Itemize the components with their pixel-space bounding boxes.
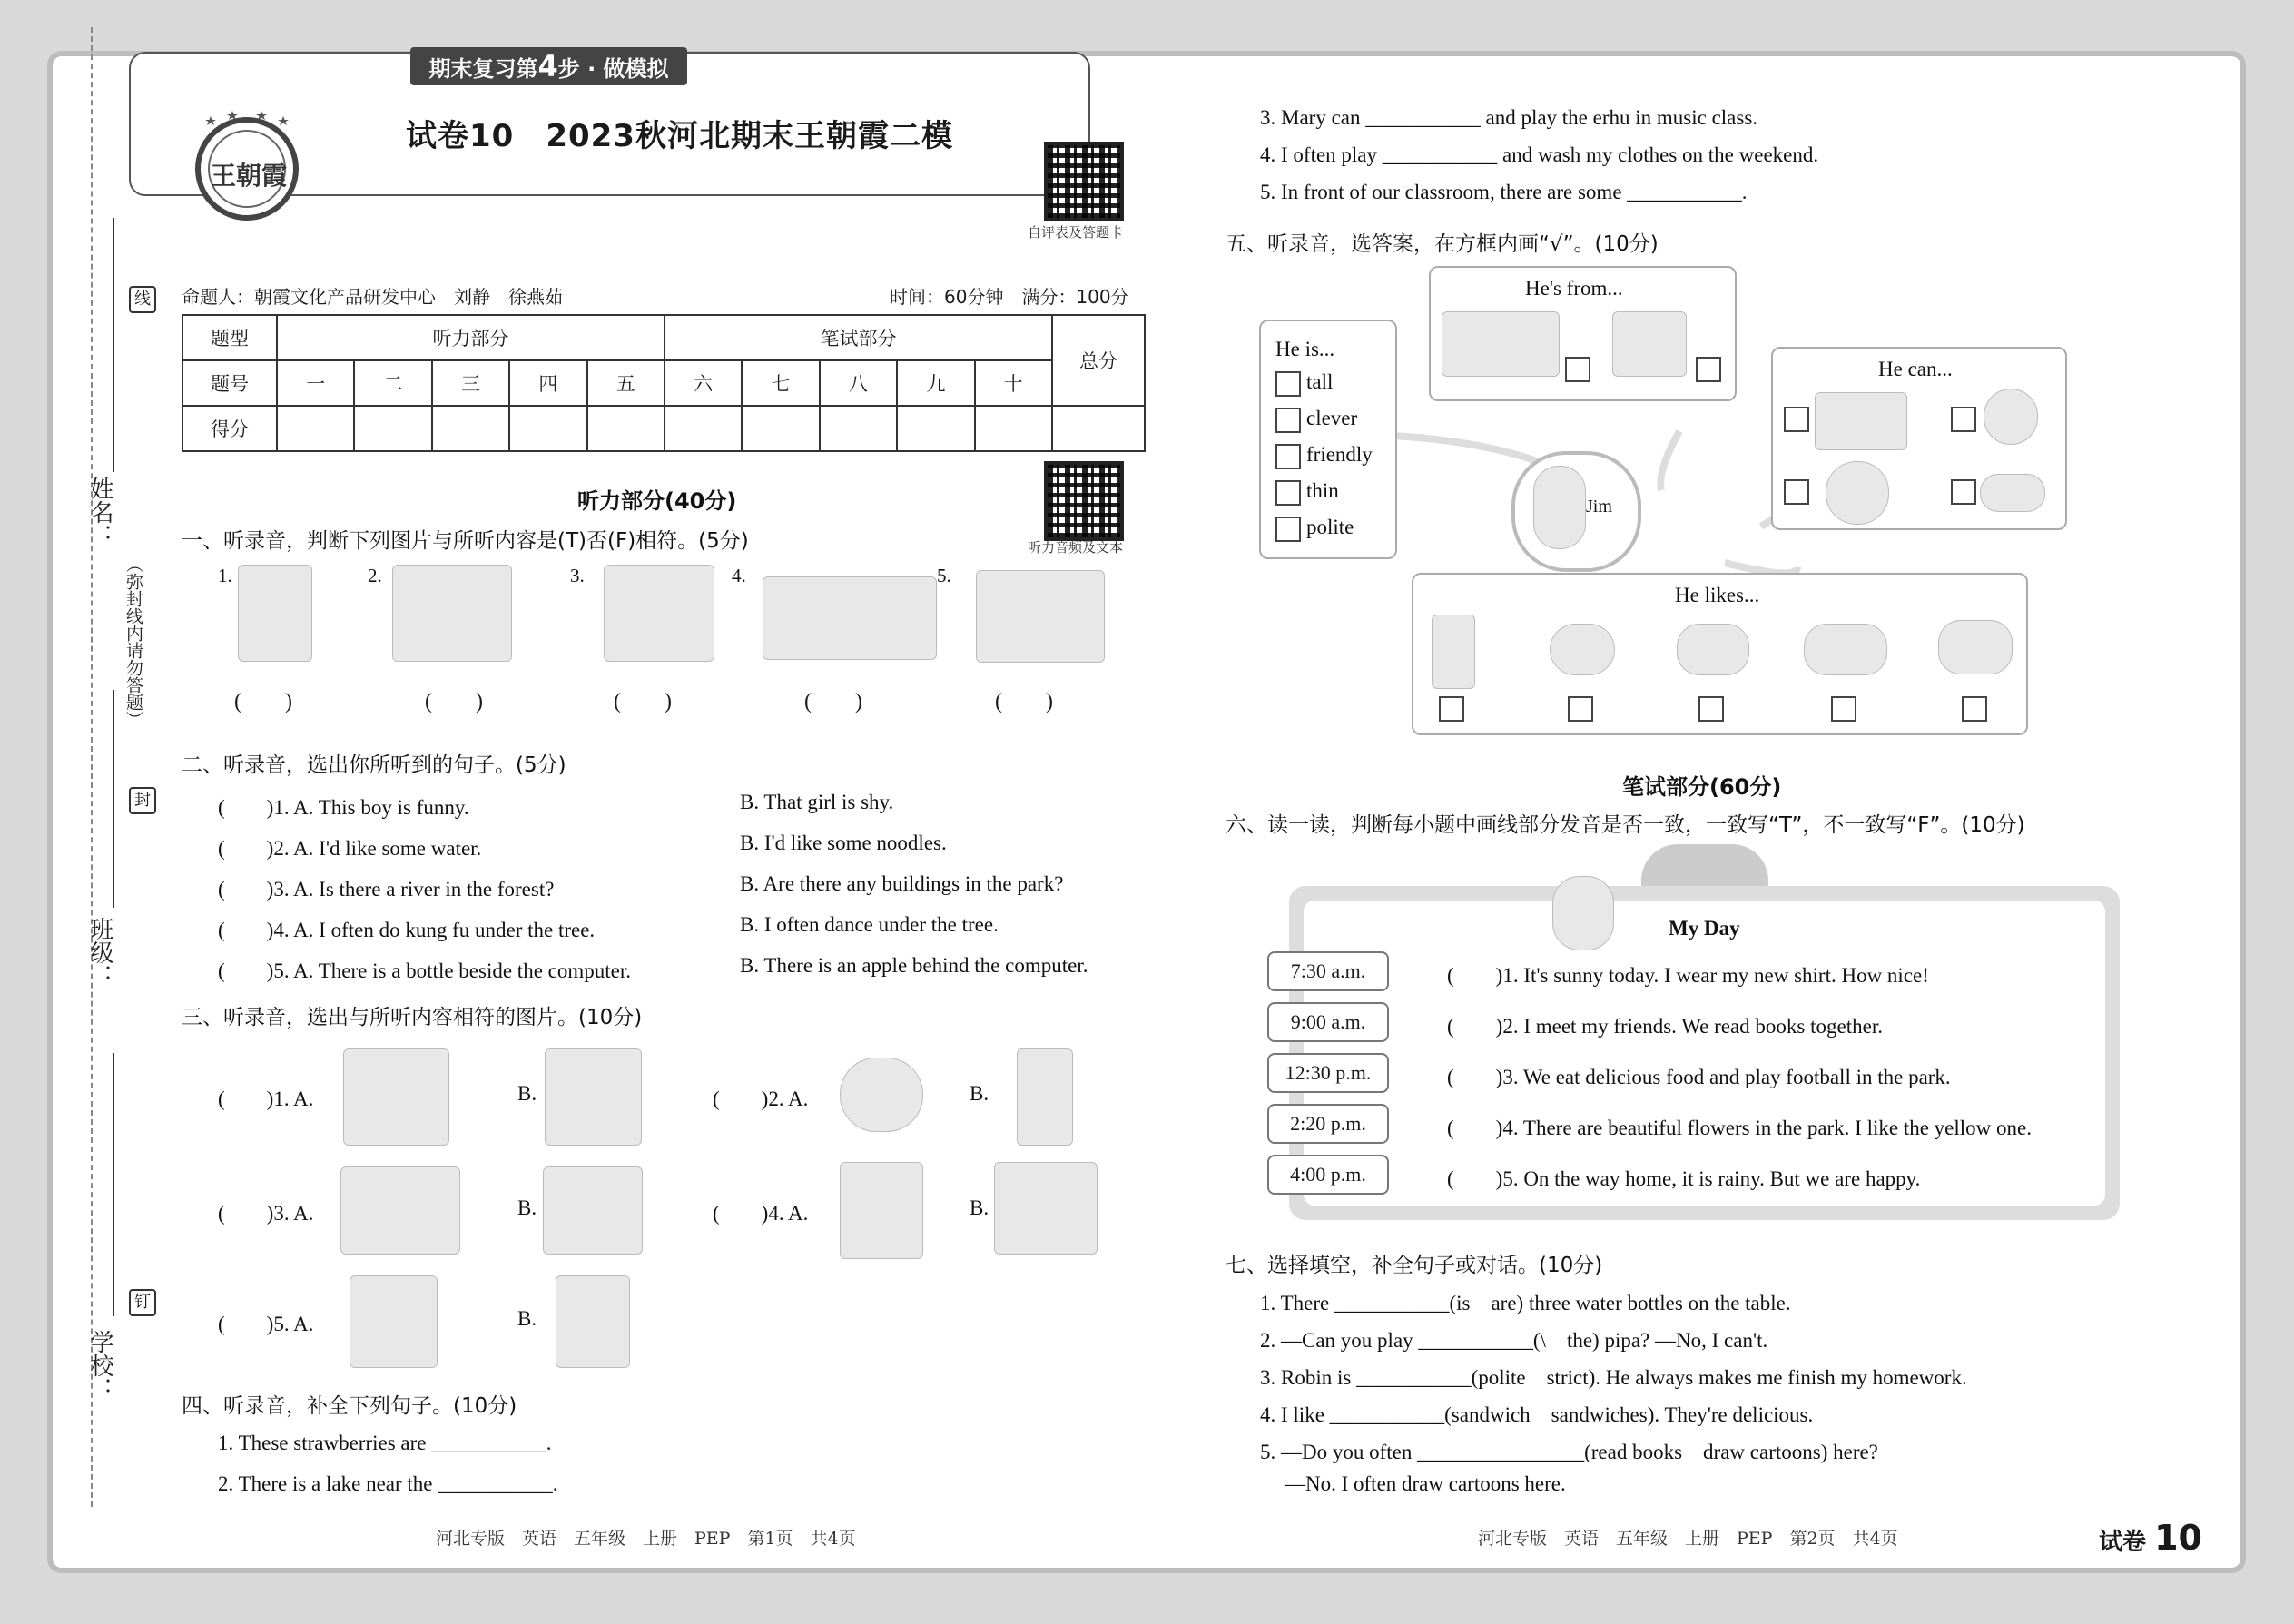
he-likes-card [1412, 573, 2028, 735]
s1-num: 5. [937, 565, 951, 586]
he-can-label: He can... [1878, 358, 1953, 380]
s6-sentence: ( )3. We eat delicious food and play football in the park. [1447, 1066, 1951, 1088]
qr-code-audio[interactable] [1044, 461, 1124, 541]
picture-city-tower [1612, 311, 1687, 377]
section1-title: 一、听录音，判断下列图片与所听内容是(T)否(F)相符。(5分) [182, 529, 749, 553]
score-input[interactable] [975, 406, 1052, 451]
time-box: 9:00 a.m. [1267, 1002, 1389, 1042]
s3-label: ( )1. A. [218, 1088, 314, 1110]
trait-option[interactable] [1275, 479, 1339, 506]
s1-num: 2. [368, 565, 382, 586]
paper-tag [2099, 1518, 2202, 1558]
s1-num: 1. [218, 565, 232, 586]
s2-option-b: B. There is an apple behind the computer. [740, 954, 1088, 977]
score-input[interactable] [742, 406, 819, 451]
score-input[interactable] [820, 406, 897, 451]
s7-line: 2. —Can you play ___________(\ the) pipa? —No, I can't. [1260, 1329, 1768, 1352]
s6-sentence: ( )4. There are beautiful flowers in the park. I like the yellow one. [1447, 1117, 2032, 1139]
trait-option[interactable] [1275, 443, 1373, 469]
table-cell-number: 三 [432, 360, 509, 406]
picture-basketball [1826, 461, 1889, 525]
score-input[interactable] [509, 406, 586, 451]
picture-noodles [1550, 624, 1615, 675]
checkbox[interactable] [1951, 479, 1976, 505]
clipboard-clip [1641, 844, 1768, 890]
he-is-card [1259, 320, 1397, 559]
picture-option [343, 1048, 449, 1146]
my-day-card [1304, 901, 2105, 1206]
table-cell-writing: 笔试部分 [665, 315, 1052, 360]
checkbox[interactable] [1831, 696, 1856, 722]
s3-label: B. [970, 1196, 989, 1219]
table-cell-number: 九 [897, 360, 974, 406]
s2-option-a: ( )1. A. This boy is funny. [218, 796, 469, 819]
time-box: 7:30 a.m. [1267, 951, 1389, 991]
answer-paren[interactable]: ( ) [234, 690, 292, 714]
s2-option-a: ( )2. A. I'd like some water. [218, 837, 482, 860]
s3-label: ( )2. A. [713, 1088, 809, 1110]
picture-ice-cream [1017, 1048, 1073, 1146]
picture-cake [1938, 620, 2013, 674]
picture-fish [1677, 624, 1749, 675]
time-line: 时间：60分钟 满分：100分 [890, 286, 1129, 308]
jim-label: Jim [1586, 497, 1612, 517]
time-box: 4:00 p.m. [1267, 1155, 1389, 1195]
picture-option [340, 1166, 460, 1255]
s1-num: 4. [732, 565, 746, 586]
score-input[interactable] [277, 406, 354, 451]
table-cell-number: 八 [820, 360, 897, 406]
table-cell-listening: 听力部分 [277, 315, 665, 360]
s7-line: 4. I like ___________(sandwich sandwiches). They're delicious. [1260, 1403, 1814, 1426]
s7-line: 5. —Do you often ________________(read books draw cartoons) here? [1260, 1441, 1878, 1463]
trait-option[interactable] [1275, 370, 1333, 397]
author-line: 命题人：朝霞文化产品研发中心 刘静 徐燕茹 [182, 286, 563, 308]
class-underline [113, 690, 114, 908]
trait-label: clever [1306, 407, 1358, 429]
section2-title: 二、听录音，选出你所听到的句子。(5分) [182, 753, 566, 777]
qr-caption-audio: 听力音频及文本 [1028, 539, 1124, 556]
s4-line: 3. Mary can ___________ and play the erhu in music class. [1260, 106, 1758, 129]
section3-title: 三、听录音，选出与所听内容相符的图片。(10分) [182, 1006, 643, 1029]
my-day-title: My Day [1669, 917, 1740, 940]
score-table [182, 314, 1146, 452]
picture-computer-robot [994, 1162, 1098, 1255]
step-banner [410, 47, 687, 85]
boy-avatar [1533, 466, 1586, 549]
checkbox[interactable] [1275, 408, 1301, 433]
section7-title: 七、选择填空，补全句子或对话。(10分) [1226, 1254, 1603, 1277]
s7-line: 3. Robin is ___________(polite strict). He always makes me finish my homework. [1260, 1366, 1967, 1389]
table-cell-number: 六 [665, 360, 742, 406]
s6-sentence: ( )1. It's sunny today. I wear my new shirt. How nice! [1447, 964, 1929, 987]
trait-option[interactable] [1275, 407, 1357, 433]
checkbox[interactable] [1698, 696, 1724, 722]
score-input[interactable] [665, 406, 742, 451]
he-from-label: He's from... [1525, 277, 1623, 300]
picture-sydney-opera-house [1442, 311, 1560, 377]
s3-label: ( )3. A. [218, 1202, 314, 1225]
checkbox[interactable] [1275, 517, 1301, 542]
footer-left: 河北专版 英语 五年级 上册 PEP 第1页 共4页 [436, 1529, 856, 1549]
qr-caption-answer-card: 自评表及答题卡 [1028, 224, 1124, 241]
paper-tag-number: 10 [2154, 1518, 2202, 1558]
table-cell-number-label: 题号 [182, 360, 277, 406]
section6-title: 六、读一读，判断每小题中画线部分发音是否一致，一致写“T”，不一致写“F”。(10分) [1226, 813, 2025, 837]
seal-mark-ding: 钉 [129, 1289, 156, 1316]
picture-kung-fu [604, 565, 714, 662]
table-cell-number: 七 [742, 360, 819, 406]
footer-right: 河北专版 英语 五年级 上册 PEP 第2页 共4页 [1478, 1529, 1898, 1549]
writing-heading: 笔试部分(60分) [1622, 774, 1782, 800]
table-cell-number: 五 [587, 360, 665, 406]
table-cell-number: 二 [354, 360, 431, 406]
s3-label: B. [517, 1196, 537, 1219]
answer-paren[interactable]: ( ) [614, 690, 672, 714]
picture-hamburger [840, 1058, 923, 1132]
score-input-total[interactable] [1052, 406, 1145, 451]
picture-option [545, 1048, 642, 1146]
trait-label: friendly [1306, 443, 1373, 466]
picture-boy [350, 1275, 438, 1368]
score-input[interactable] [432, 406, 509, 451]
score-input[interactable] [587, 406, 665, 451]
table-cell-type: 题型 [182, 315, 277, 360]
picture-football [1984, 389, 2038, 445]
s2-option-b: B. That girl is shy. [740, 791, 894, 813]
picture-man [238, 565, 312, 662]
section4-title: 四、听录音，补全下列句子。(10分) [182, 1394, 517, 1418]
section5-title: 五、听录音，选答案，在方框内画“√”。(10分) [1226, 232, 1659, 256]
picture-forest-river [763, 576, 937, 660]
s3-label: ( )5. A. [218, 1313, 314, 1335]
answer-paren[interactable]: ( ) [425, 690, 483, 714]
s3-label: B. [970, 1082, 989, 1105]
name-underline [113, 218, 114, 472]
logo-text: 王朝霞 [211, 161, 288, 191]
banner-prefix: 期末复习第 [428, 56, 538, 82]
school-underline [113, 1053, 114, 1316]
answer-paren[interactable]: ( ) [995, 690, 1053, 714]
s6-sentence: ( )2. I meet my friends. We read books together. [1447, 1015, 1883, 1038]
s4-line: 5. In front of our classroom, there are some ___________. [1260, 181, 1748, 203]
picture-ice-cream [1432, 615, 1475, 689]
s6-sentence: ( )5. On the way home, it is rainy. But we are happy. [1447, 1167, 1921, 1190]
s3-label: B. [517, 1307, 537, 1330]
picture-option [543, 1166, 643, 1255]
s2-option-a: ( )4. A. I often do kung fu under the tree. [218, 919, 596, 941]
seal-mark-xian: 线 [129, 286, 156, 313]
he-is-label: He is... [1275, 338, 1335, 360]
qr-code-answer-card[interactable] [1044, 142, 1124, 221]
he-from-card [1429, 266, 1737, 401]
seal-note: （弥封线内请勿答题） [123, 556, 143, 728]
time-box: 2:20 p.m. [1267, 1104, 1389, 1144]
checkbox[interactable] [1962, 696, 1987, 722]
checkbox[interactable] [1568, 696, 1593, 722]
s4-line: 2. There is a lake near the ___________. [218, 1472, 558, 1495]
picture-option [840, 1162, 923, 1259]
picture-chicken [1804, 624, 1887, 675]
table-cell-score-label: 得分 [182, 406, 277, 451]
s3-label: B. [517, 1082, 537, 1105]
picture-boy [556, 1275, 630, 1368]
banner-suffix: 步 · 做模拟 [557, 56, 669, 82]
checkbox[interactable] [1696, 357, 1721, 382]
checkbox[interactable] [1275, 371, 1301, 397]
answer-paren[interactable]: ( ) [804, 690, 862, 714]
picture-kids-dancing [392, 565, 512, 662]
picture-ping-pong [1815, 392, 1907, 450]
table-cell-number: 十 [975, 360, 1052, 406]
checkbox[interactable] [1275, 480, 1301, 506]
trait-option[interactable] [1275, 516, 1354, 542]
checkbox[interactable] [1951, 407, 1976, 432]
picture-swim-ring [1980, 474, 2045, 512]
table-cell-number: 四 [509, 360, 586, 406]
s3-label: ( )4. A. [713, 1202, 809, 1225]
trait-label: polite [1306, 516, 1354, 538]
trait-label: thin [1306, 479, 1339, 502]
checkbox[interactable] [1784, 407, 1809, 432]
time-box: 12:30 p.m. [1267, 1053, 1389, 1093]
boy-avatar [1552, 876, 1614, 950]
table-cell-total: 总分 [1052, 315, 1145, 406]
s2-option-b: B. I'd like some noodles. [740, 832, 947, 854]
s7-line: 1. There ___________(is are) three water bottles on the table. [1260, 1292, 1791, 1314]
school-label: 学校： [86, 1330, 113, 1401]
listening-heading: 听力部分(40分) [577, 488, 737, 514]
page-title: 试卷10 2023秋河北期末王朝霞二模 [406, 118, 953, 154]
checkbox[interactable] [1565, 357, 1590, 382]
table-cell-number: 一 [277, 360, 354, 406]
trait-label: tall [1306, 370, 1334, 393]
s4-line: 4. I often play ___________ and wash my clothes on the weekend. [1260, 143, 1819, 166]
class-label: 班级： [86, 917, 113, 988]
jim-portrait [1511, 451, 1641, 572]
s7-line: —No. I often draw cartoons here. [1285, 1472, 1566, 1495]
banner-number: 4 [537, 49, 558, 84]
s2-option-a: ( )3. A. Is there a river in the forest? [218, 878, 555, 901]
paper-tag-label: 试卷 [2099, 1529, 2147, 1556]
score-input[interactable] [897, 406, 974, 451]
s1-num: 3. [570, 565, 585, 586]
checkbox[interactable] [1784, 479, 1809, 505]
binding-line [91, 27, 93, 1507]
score-input[interactable] [354, 406, 431, 451]
he-can-card [1771, 347, 2067, 530]
s4-line: 1. These strawberries are ___________. [218, 1432, 552, 1454]
checkbox[interactable] [1439, 696, 1464, 722]
s2-option-b: B. Are there any buildings in the park? [740, 872, 1064, 895]
he-likes-label: He likes... [1675, 584, 1760, 606]
name-label: 姓名： [86, 477, 113, 547]
picture-computer [976, 570, 1105, 663]
s2-option-b: B. I often dance under the tree. [740, 913, 999, 936]
s2-option-a: ( )5. A. There is a bottle beside the computer. [218, 960, 631, 982]
seal-mark-feng: 封 [129, 787, 156, 814]
checkbox[interactable] [1275, 444, 1301, 469]
